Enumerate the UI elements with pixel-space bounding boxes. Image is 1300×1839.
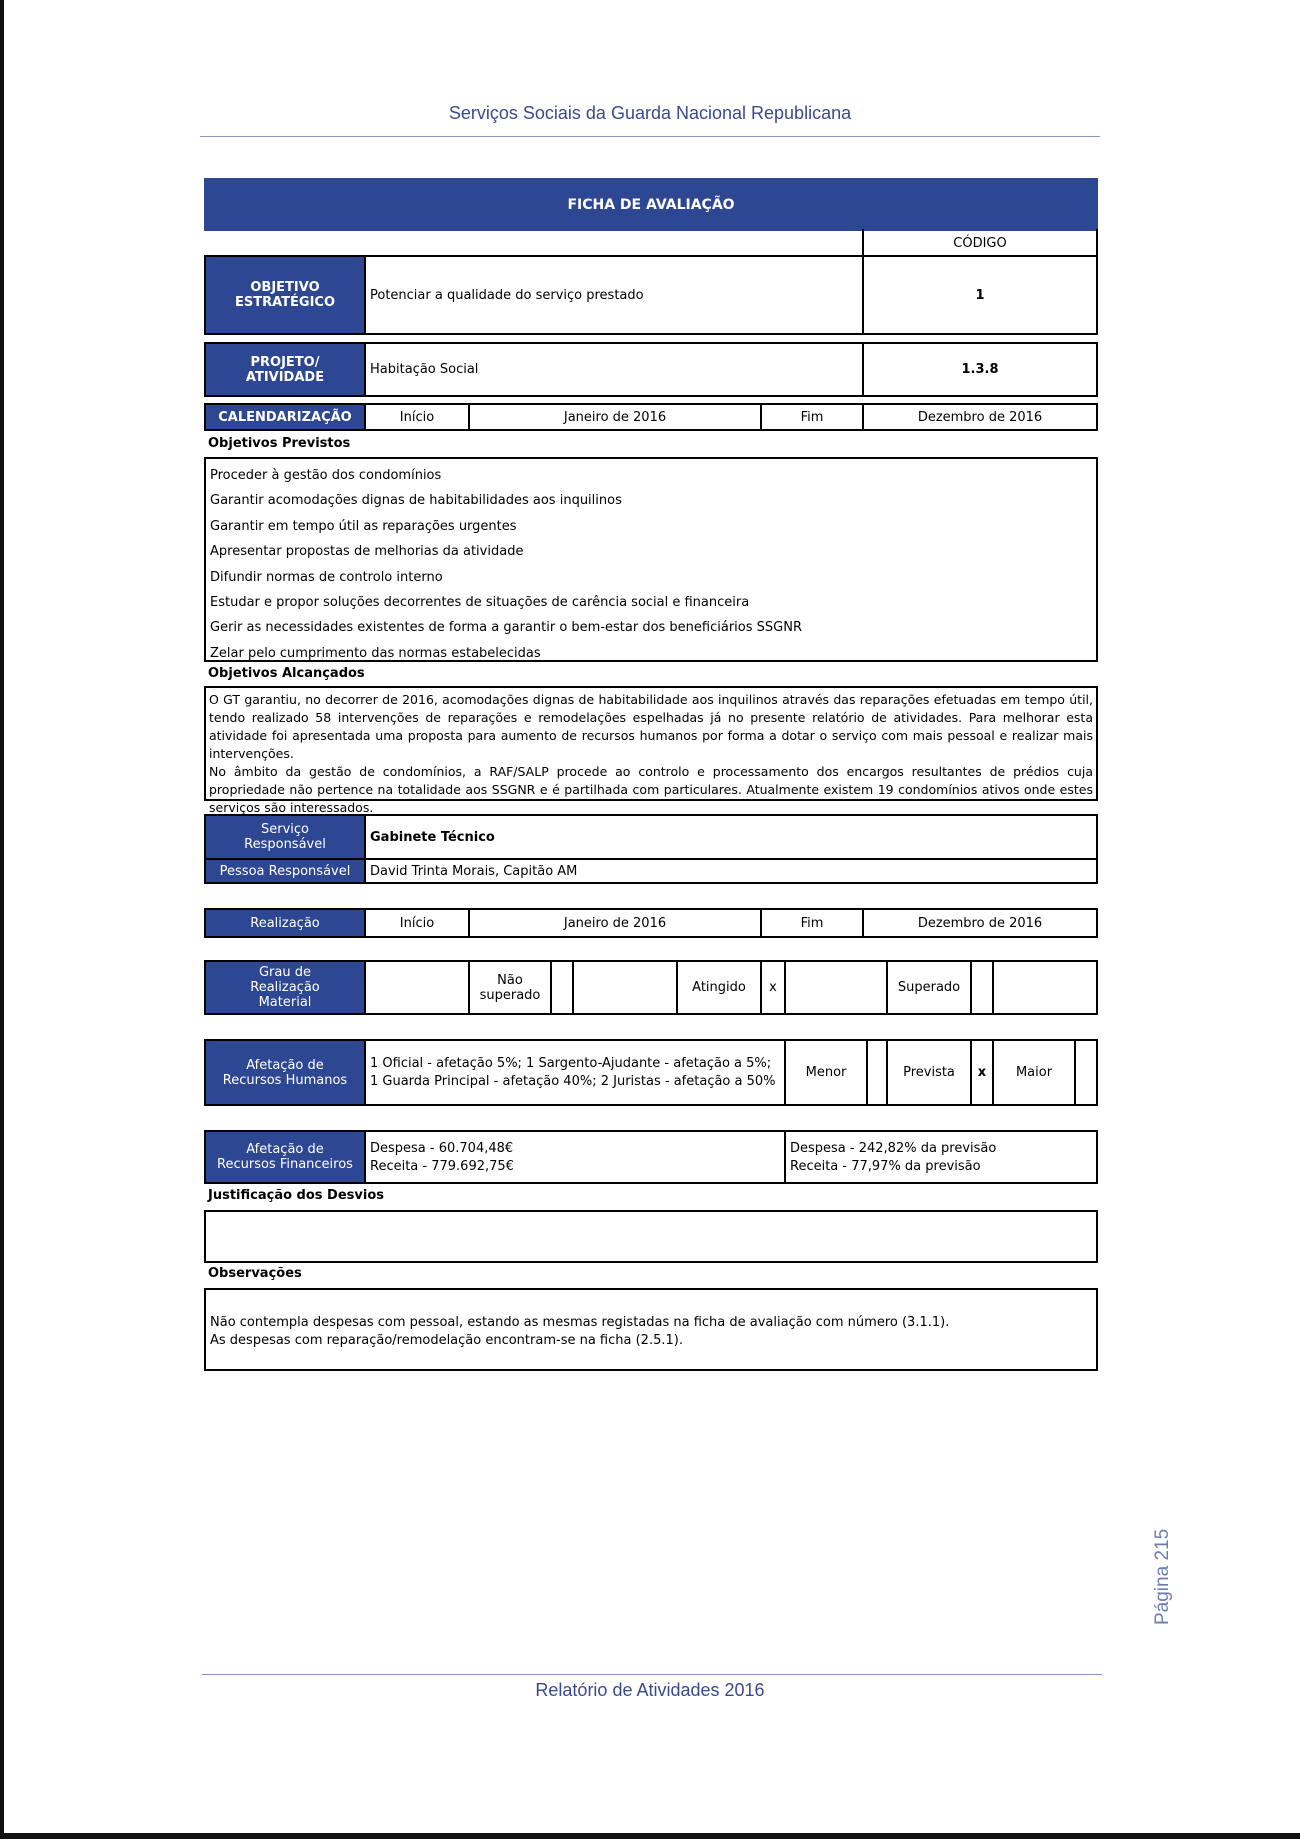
previsto-item: Estudar e propor soluções decorrentes de situações de carência social e financeira: [210, 594, 750, 610]
rf-label: Afetação de Recursos Financeiros: [206, 1132, 364, 1182]
realizacao-inicio-label: Início: [399, 915, 435, 931]
rh-value: 1 Oficial - afetação 5%; 1 Sargento-Ajudante - afetação a 5%; 1 Guarda Principal - afetação 40%; 2 Juristas - afetação a 50%: [370, 1055, 776, 1089]
grau-nao-superado: Não superado: [479, 972, 541, 1003]
rh-menor: Menor: [805, 1065, 847, 1080]
grau-label: Grau de Realização Material: [206, 962, 364, 1013]
header-title: Serviços Sociais da Guarda Nacional Republicana: [448, 103, 852, 123]
projeto-value: Habitação Social: [370, 362, 479, 377]
realizacao-fim: Dezembro de 2016: [917, 915, 1043, 931]
grau-atingido: Atingido: [692, 980, 746, 995]
realizacao-inicio: Janeiro de 2016: [563, 915, 667, 931]
rf-receita: Receita - 779.692,75€: [370, 1159, 514, 1174]
rh-maior: Maior: [1015, 1065, 1053, 1080]
objetivos-previstos-box: [204, 457, 1098, 662]
form-title-bar: [204, 178, 1098, 231]
page-number-text: Página 215: [1152, 1528, 1173, 1625]
codigo-label: CÓDIGO: [953, 235, 1007, 251]
rf-despesa: Despesa - 60.704,48€: [370, 1141, 514, 1156]
projeto-code: 1.3.8: [961, 362, 999, 377]
grau-row: [204, 960, 1098, 1015]
pessoa-label: Pessoa Responsável: [206, 860, 364, 882]
codigo-header-cell: [862, 229, 1098, 257]
calendarizacao-label: CALENDARIZAÇÃO: [206, 405, 364, 429]
scan-border-bottom: [0, 1833, 1300, 1839]
observacoes-label: Observações: [208, 1266, 302, 1281]
objetivos-alcancados-label: Objetivos Alcançados: [208, 666, 365, 681]
scan-border-left: [0, 0, 4, 1839]
previsto-item: Proceder à gestão dos condomínios: [210, 468, 442, 483]
objetivo-code: 1: [975, 287, 985, 303]
previsto-item: Difundir normas de controlo interno: [210, 569, 443, 585]
rf-row: [204, 1130, 1098, 1184]
calendarizacao-row: [204, 403, 1098, 431]
objetivo-label: OBJETIVO ESTRATÉGICO: [206, 257, 364, 333]
justificacao-label: Justificação dos Desvios: [208, 1188, 384, 1203]
objetivos-previstos-label: Objetivos Previstos: [208, 436, 351, 451]
justificacao-box: [204, 1210, 1098, 1263]
alcancado-paragraph: No âmbito da gestão de condomínios, a RAF/SALP procede ao controlo e processamento dos encargos resultantes de prédios cuja propriedade não pertence na totalidade aos SSGNR e é partilhada com particulares. Atualmente existem 19 condomínios ativos onde estes serviços são interessados.: [209, 764, 1093, 815]
grau-superado: Superado: [897, 980, 961, 995]
servico-value: Gabinete Técnico: [370, 829, 495, 845]
responsavel-block: [204, 814, 1098, 884]
realizacao-row: [204, 908, 1098, 938]
page-number: [1152, 1528, 1232, 1695]
previsto-item: Gerir as necessidades existentes de forma a garantir o bem-estar dos beneficiários SSGNR: [210, 620, 802, 636]
pessoa-value: David Trinta Morais, Capitão AM: [370, 863, 578, 879]
rf-despesa-pct: Despesa - 242,82% da previsão: [790, 1141, 997, 1156]
rf-receita-pct: Receita - 77,97% da previsão: [790, 1159, 981, 1174]
footer-divider: [202, 1674, 1102, 1675]
observacoes-line: As despesas com reparação/remodelação encontram-se na ficha (2.5.1).: [210, 1333, 683, 1348]
justificacao-value: [206, 1212, 1096, 1220]
previsto-item: Apresentar propostas de melhorias da atividade: [210, 544, 524, 560]
objetivo-row: [204, 255, 1098, 335]
objetivo-value: Potenciar a qualidade do serviço prestado: [370, 287, 644, 303]
rh-label: Afetação de Recursos Humanos: [206, 1041, 364, 1104]
calendarizacao-fim-label: Fim: [800, 409, 824, 425]
realizacao-label: Realização: [206, 910, 364, 936]
rh-prevista: Prevista: [903, 1065, 955, 1080]
realizacao-fim-label: Fim: [800, 915, 824, 931]
form-title: FICHA DE AVALIAÇÃO: [567, 196, 735, 213]
projeto-label: PROJETO/ ATIVIDADE: [206, 344, 364, 395]
rh-row: [204, 1039, 1098, 1106]
projeto-row: [204, 342, 1098, 397]
calendarizacao-inicio-label: Início: [399, 409, 435, 425]
footer-title: Relatório de Atividades 2016: [535, 1680, 765, 1700]
objetivos-alcancados-box: [204, 686, 1098, 815]
observacoes-line: Não contempla despesas com pessoal, estando as mesmas registadas na ficha de avaliação com número (3.1.1).: [210, 1315, 950, 1330]
calendarizacao-fim: Dezembro de 2016: [917, 409, 1043, 425]
calendarizacao-inicio: Janeiro de 2016: [563, 409, 667, 425]
servico-label: Serviço Responsável: [206, 816, 364, 858]
previsto-item: Zelar pelo cumprimento das normas estabelecidas: [210, 645, 541, 661]
header-divider: [200, 136, 1100, 137]
alcancado-paragraph: O GT garantiu, no decorrer de 2016, acomodações dignas de habitabilidade aos inquilinos através das reparações efetuadas em tempo útil, tendo realizado 58 intervenções de reparações e remodelações espelhadas já no presente relatório de atividades. Para melhorar esta atividade foi apresentada uma proposta para aumento de recursos humanos por forma a dotar o serviço com mais pessoal e realizar mais intervenções.: [209, 692, 1093, 761]
previsto-item: Garantir acomodações dignas de habitabilidades aos inquilinos: [210, 493, 622, 509]
observacoes-box: [204, 1288, 1098, 1371]
grau-atingido-mark: x: [769, 980, 777, 995]
previsto-item: Garantir em tempo útil as reparações urgentes: [210, 518, 517, 534]
rh-prevista-mark: x: [977, 1065, 987, 1080]
